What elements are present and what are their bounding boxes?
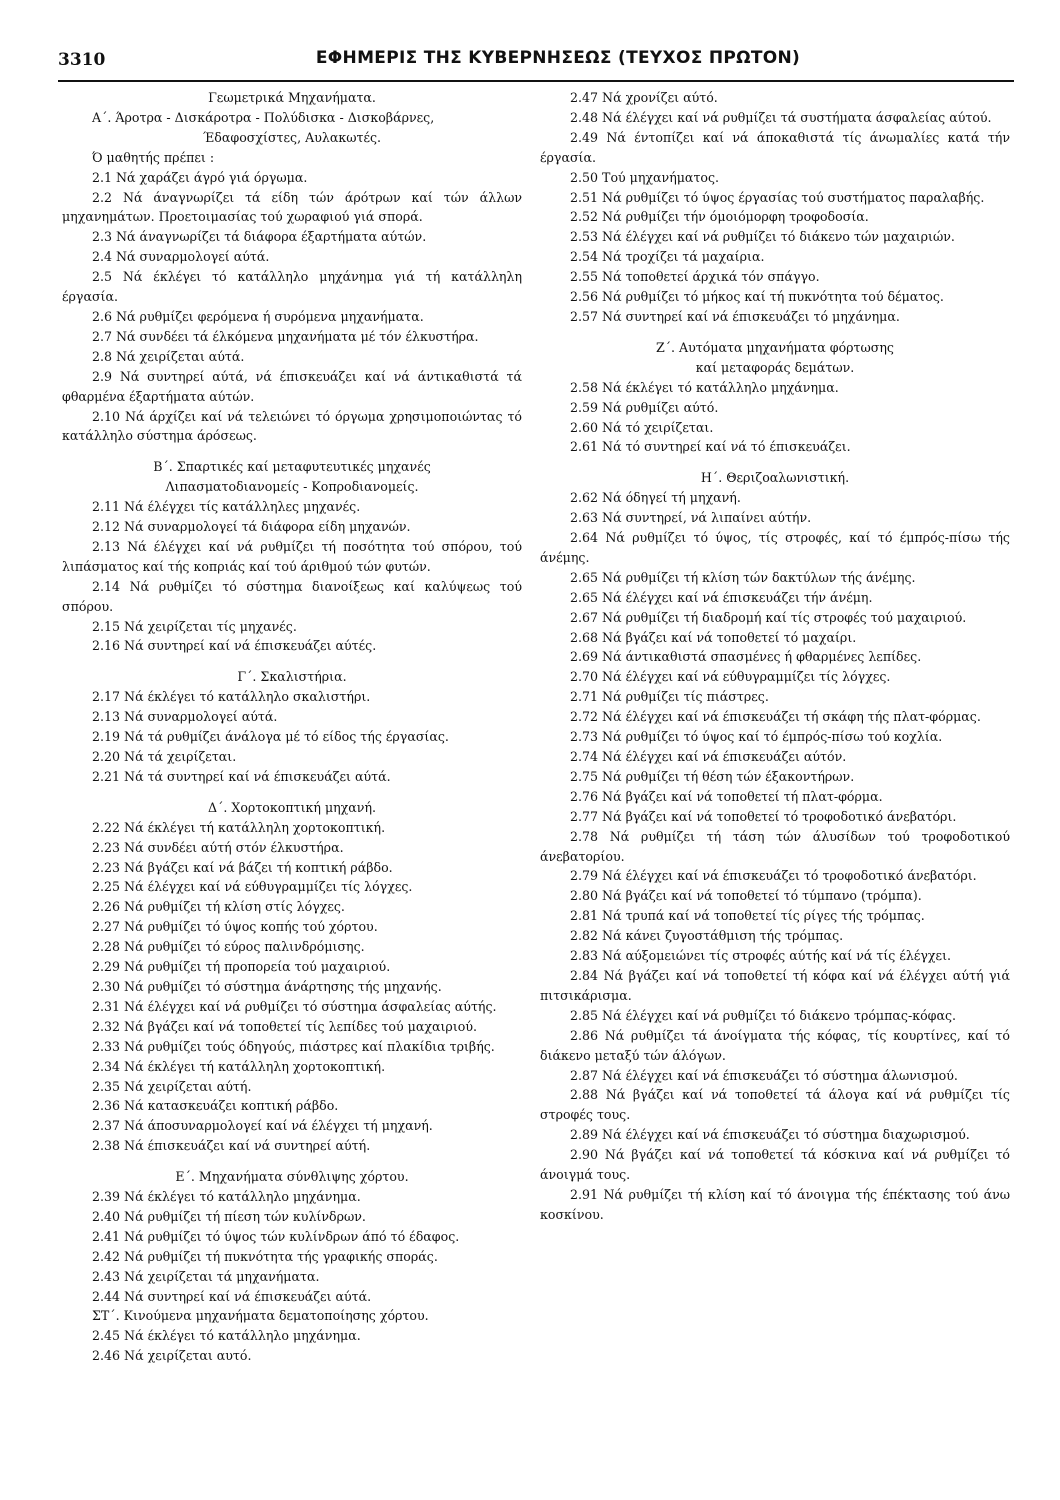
section-heading-c: Γ΄. Σκαλιστήρια. <box>237 669 347 685</box>
list-item: 2.69 Νά άντικαθιστά σπασμένες ή φθαρμένες λεπίδες. <box>570 649 922 665</box>
list-item: 2.28 Νά ρυθμίζει τό εύρος παλινδρόμισης. <box>92 939 365 955</box>
list-item: 2.62 Νά όδηγεί τή μηχανή. <box>570 490 741 506</box>
list-item: 2.88 Νά βγάζει καί νά τοποθετεί τά άλογα καί νά ρυθμίζει τίς στροφές τους. <box>540 1087 1010 1123</box>
list-item: 2.63 Νά συντηρεί, νά λιπαίνει αύτήν. <box>570 510 812 526</box>
list-item: 2.10 Νά άρχίζει καί νά τελειώνει τό όργωμα χρησιμοποιώντας τό κατάλληλο σύστημα άρόσεως. <box>62 408 522 444</box>
list-item: 2.23 Νά συνδέει αύτή στόν έλκυστήρα. <box>92 839 344 855</box>
section-d-items <box>62 818 522 1156</box>
list-item: 2.37 Νά άποσυναρμολογεί καί νά έλέγχει τή μηχανή. <box>92 1118 433 1134</box>
section-heading-g-cont: καί μεταφοράς δεμάτων. <box>695 359 855 375</box>
list-item: 2.64 Νά ρυθμίζει τό ύψος, τίς στροφές, καί τό έμπρός-πίσω τής άνέμης. <box>540 530 1010 565</box>
list-item: 2.5 Νά έκλέγει τό κατάλληλο μηχάνημα γιά τή κατάλληλη έργασία. <box>62 269 522 305</box>
list-item: 2.84 Νά βγάζει καί νά τοποθετεί τή κόφα καί νά έλέγχει αύτή γιά πιτσικάρισμα. <box>540 967 1010 1003</box>
list-item: 2.70 Νά έλέγχει καί νά εύθυγραμμίζει τίς λόγχες. <box>570 669 891 685</box>
list-item: 2.60 Νά τό χειρίζεται. <box>570 419 714 435</box>
list-item: 2.72 Νά έλέγχει καί νά έπισκευάζει τή σκάφη τής πλατ-φόρμας. <box>570 709 981 725</box>
list-item: 2.6 Νά ρυθμίζει φερόμενα ή συρόμενα μηχανήματα. <box>92 308 424 324</box>
list-item: 2.13 Νά συναρμολογεί αύτά. <box>92 709 278 725</box>
list-item: 2.86 Νά ρυθμίζει τά άνοίγματα τής κόφας, τίς κουρτίνες, καί τό διάκενο μεταξύ τών άλόγων. <box>540 1027 1010 1063</box>
list-item: 2.22 Νά έκλέγει τή κατάλληλη χορτοκοπτική. <box>92 819 386 835</box>
section-heading-b-cont: Λιπασματοδιανομείς - Κοπροδιανομείς. <box>165 479 419 495</box>
header-rule <box>58 80 1014 82</box>
section-g-items <box>540 378 1010 458</box>
list-item: 2.54 Νά τροχίζει τά μαχαίρια. <box>570 249 765 265</box>
list-item: 2.9 Νά συντηρεί αύτά, νά έπισκευάζει καί νά άντικαθιστά τά φθαρμένα έξαρτήματα αύτών. <box>62 368 522 404</box>
left-column <box>62 88 522 1366</box>
list-item: 2.43 Νά χειρίζεται τά μηχανήματα. <box>92 1268 320 1284</box>
section-heading-h: Η΄. Θεριζοαλωνιστική. <box>700 470 850 486</box>
list-item: 2.39 Νά έκλέγει τό κατάλληλο μηχάνημα. <box>92 1189 361 1205</box>
list-item: 2.56 Νά ρυθμίζει τό μήκος καί τή πυκνότητα τού δέματος. <box>570 289 944 305</box>
list-item: 2.14 Νά ρυθμίζει τό σύστημα διανοίξεως καί καλύψεως τού σπόρου. <box>62 578 522 614</box>
list-item: 2.3 Νά άναγνωρίζει τά διάφορα έξαρτήματα αύτών. <box>92 229 427 245</box>
list-item: 2.65 Νά έλέγχει καί νά έπισκευάζει τήν άνέμη. <box>570 589 873 605</box>
list-item: 2.20 Νά τά χειρίζεται. <box>92 749 237 764</box>
list-item: 2.21 Νά τά συντηρεί καί νά έπισκευάζει αύτά. <box>92 768 391 784</box>
gazette-title: ΕΦΗΜΕΡΙΣ ΤΗΣ ΚΥΒΕΡΝΗΣΕΩΣ (ΤΕΥΧΟΣ ΠΡΩΤΟΝ) <box>315 48 801 68</box>
list-item: 2.49 Νά έντοπίζει καί νά άποκαθιστά τίς άνωμαλίες κατά τήν έργασία. <box>540 129 1010 165</box>
list-item: 2.2 Νά άναγνωρίζει τά είδη τών άρότρων καί τών άλλων μηχανημάτων. Προετοιμασίας τού χωραφιού γιά σπορά. <box>62 189 522 225</box>
list-item: 2.78 Νά ρυθμίζει τή τάση τών άλυσίδων τού τροφοδοτικού άνεβατορίου. <box>540 828 1010 864</box>
list-item: 2.83 Νά αύξομειώνει τίς στροφές αύτής καί νά τίς έλέγχει. <box>570 948 952 964</box>
section-a-items <box>62 168 522 447</box>
section-heading-d: Δ΄. Χορτοκοπτική μηχανή. <box>207 799 377 815</box>
section-heading-a: Α΄. Άροτρα - Δισκάροτρα - Πολύδισκα - Δισκοβάρνες, <box>92 109 435 125</box>
list-item: 2.16 Νά συντηρεί καί νά έπισκευάζει αύτές. <box>92 638 377 654</box>
list-item: 2.61 Νά τό συντηρεί καί νά τό έπισκευάζει. <box>570 439 851 455</box>
list-item: 2.47 Νά χρονίζει αύτό. <box>570 90 718 105</box>
section-heading-e: Ε΄. Μηχανήματα σύνθλιψης χόρτου. <box>175 1169 409 1185</box>
list-item: 2.50 Τού μηχανήματος. <box>570 169 720 185</box>
list-item: 2.58 Νά έκλέγει τό κατάλληλο μηχάνημα. <box>570 379 839 395</box>
list-item: 2.32 Νά βγάζει καί νά τοποθετεί τίς λεπίδες τού μαχαιριού. <box>92 1018 478 1034</box>
list-item: 2.79 Νά έλέγχει καί νά έπισκευάζει τό τροφοδοτικό άνεβατόρι. <box>570 868 977 884</box>
list-item: 2.71 Νά ρυθμίζει τίς πιάστρες. <box>570 689 769 705</box>
section-heading-g: Ζ΄. Αυτόματα μηχανήματα φόρτωσης <box>656 339 894 355</box>
list-item: 2.12 Νά συναρμολογεί τά διάφορα είδη μηχανών. <box>92 519 411 535</box>
list-item: 2.23 Νά βγάζει καί νά βάζει τή κοπτική ράβδο. <box>92 859 393 875</box>
page-number: 3310 <box>58 50 106 70</box>
list-item: 2.51 Νά ρυθμίζει τό ύψος έργασίας τού συστήματος παραλαβής. <box>570 189 985 205</box>
list-item: 2.38 Νά έπισκευάζει καί νά συντηρεί αύτή. <box>92 1138 371 1154</box>
list-item: 2.73 Νά ρυθμίζει τό ύψος καί τό έμπρός-πίσω τού κοχλία. <box>570 729 943 745</box>
list-item: 2.31 Νά έλέγχει καί νά ρυθμίζει τό σύστημα άσφαλείας αύτής. <box>92 998 497 1014</box>
list-item: 2.80 Νά βγάζει καί νά τοποθετεί τό τύμπανο (τρόμπα). <box>570 888 922 904</box>
list-item: 2.45 Νά έκλέγει τό κατάλληλο μηχάνημα. <box>92 1328 361 1344</box>
section-heading-a-cont: Έδαφοσχίστες, Αυλακωτές. <box>202 129 382 145</box>
list-item: 2.19 Νά τά ρυθμίζει άνάλογα μέ τό είδος τής έργασίας. <box>92 729 449 745</box>
list-item: 2.33 Νά ρυθμίζει τούς όδηγούς, πιάστρες καί πλακίδια τριβής. <box>92 1038 495 1054</box>
list-item: 2.76 Νά βγάζει καί νά τοποθετεί τή πλατ-φόρμα. <box>570 788 883 804</box>
list-item: 2.13 Νά έλέγχει καί νά ρυθμίζει τή ποσότητα τού σπόρου, τού λιπάσματος καί τής κοπριάς καί τού άριθμού τών φυτών. <box>62 538 522 574</box>
list-item: 2.35 Νά χειρίζεται αύτή. <box>92 1078 252 1094</box>
list-item: 2.57 Νά συντηρεί καί νά έπισκευάζει τό μηχάνημα. <box>570 308 900 324</box>
right-column <box>540 88 1010 1225</box>
list-item: 2.46 Νά χειρίζεται αυτό. <box>92 1348 252 1364</box>
list-item: 2.65 Νά ρυθμίζει τή κλίση τών δακτύλων τής άνέμης. <box>570 569 916 585</box>
list-item: 2.34 Νά έκλέγει τή κατάλληλη χορτοκοπτική. <box>92 1058 386 1074</box>
list-item: 2.77 Νά βγάζει καί νά τοποθετεί τό τροφοδοτικό άνεβατόρι. <box>570 808 957 824</box>
list-item: 2.90 Νά βγάζει καί νά τοποθετεί τά κόσκινα καί νά ρυθμίζει τό άνοιγμά τους. <box>540 1147 1010 1183</box>
list-item: 2.15 Νά χειρίζεται τίς μηχανές. <box>92 618 297 634</box>
list-item: 2.74 Νά έλέγχει καί νά έπισκευάζει αύτόν. <box>570 749 847 764</box>
list-item: 2.11 Νά έλέγχει τίς κατάλληλες μηχανές. <box>92 499 361 515</box>
list-item: 2.40 Νά ρυθμίζει τή πίεση τών κυλίνδρων. <box>92 1208 366 1224</box>
list-item: 2.4 Νά συναρμολογεί αύτά. <box>92 249 270 265</box>
list-item: 2.30 Νά ρυθμίζει τό σύστημα άνάρτησης τής μηχανής. <box>92 978 442 994</box>
list-item: 2.25 Νά έλέγχει καί νά εύθυγραμμίζει τίς λόγχες. <box>92 879 413 895</box>
list-item: 2.75 Νά ρυθμίζει τή θέση τών έξακοντήρων. <box>570 768 855 784</box>
page-header <box>58 46 1014 78</box>
list-item: 2.91 Νά ρυθμίζει τή κλίση καί τό άνοιγμα τής έπέκτασης τού άνω κοσκίνου. <box>540 1186 1010 1222</box>
list-item: 2.26 Νά ρυθμίζει τή κλίση στίς λόγχες. <box>92 899 345 915</box>
list-item: 2.67 Νά ρυθμίζει τή διαδρομή καί τίς στροφές τού μαχαιριού. <box>570 609 967 625</box>
list-item: 2.1 Νά χαράζει άγρό γιά όργωμα. <box>92 169 308 185</box>
section-b-items <box>62 497 522 656</box>
section-e-items <box>62 1187 522 1306</box>
list-item: 2.41 Νά ρυθμίζει τό ύψος τών κυλίνδρων άπό τό έδαφος. <box>92 1228 460 1244</box>
list-item: 2.8 Νά χειρίζεται αύτά. <box>92 348 245 364</box>
list-item: 2.17 Νά έκλέγει τό κατάλληλο σκαλιστήρι. <box>92 689 371 705</box>
section-heading-b: Β΄. Σπαρτικές καί μεταφυτευτικές μηχανές <box>153 459 431 475</box>
list-item: 2.53 Νά έλέγχει καί νά ρυθμίζει τό διάκενο τών μαχαιριών. <box>570 229 955 245</box>
intro-text: Ό μαθητής πρέπει : <box>92 149 215 165</box>
list-item: 2.85 Νά έλέγχει καί νά ρυθμίζει τό διάκενο τρόμπας-κόφας. <box>570 1007 957 1023</box>
section-heading-f: ΣΤ΄. Κινούμενα μηχανήματα δεματοποίησης χόρτου. <box>92 1308 429 1324</box>
list-item: 2.81 Νά τρυπά καί νά τοποθετεί τίς ρίγες τής τρόμπας. <box>570 908 925 924</box>
section-f-items-cont <box>540 88 1010 327</box>
list-item: 2.87 Νά έλέγχει καί νά έπισκευάζει τό σύστημα άλωνισμού. <box>570 1067 958 1083</box>
list-item: 2.55 Νά τοποθετεί άρχικά τόν σπάγγο. <box>570 269 820 285</box>
list-item: 2.89 Νά έλέγχει καί νά έπισκευάζει τό σύστημα διαχωρισμού. <box>570 1127 970 1143</box>
list-item: 2.36 Νά κατασκευάζει κοπτική ράβδο. <box>92 1098 339 1114</box>
list-item: 2.29 Νά ρυθμίζει τή προπορεία τού μαχαιριού. <box>92 959 391 975</box>
list-item: 2.44 Νά συντηρεί καί νά έπισκευάζει αύτά. <box>92 1288 372 1304</box>
list-item: 2.82 Νά κάνει ζυγοστάθμιση τής τρόμπας. <box>570 928 844 944</box>
list-item: 2.7 Νά συνδέει τά έλκόμενα μηχανήματα μέ τόν έλκυστήρα. <box>92 328 479 344</box>
section-f-items <box>62 1326 522 1366</box>
list-item: 2.42 Νά ρυθμίζει τή πυκνότητα τής γραφικής σποράς. <box>92 1248 438 1264</box>
section-h-items <box>540 488 1010 1225</box>
list-item: 2.48 Νά έλέγχει καί νά ρυθμίζει τά συστήματα άσφαλείας αύτού. <box>570 109 992 125</box>
group-title: Γεωμετρικά Μηχανήματα. <box>208 90 376 105</box>
section-c-items <box>62 687 522 787</box>
list-item: 2.68 Νά βγάζει καί νά τοποθετεί τό μαχαίρι. <box>570 629 857 645</box>
list-item: 2.27 Νά ρυθμίζει τό ύψος κοπής τού χόρτου. <box>92 919 378 935</box>
list-item: 2.59 Νά ρυθμίζει αύτό. <box>570 399 719 415</box>
list-item: 2.52 Νά ρυθμίζει τήν όμοιόμορφη τροφοδοσία. <box>570 209 869 225</box>
